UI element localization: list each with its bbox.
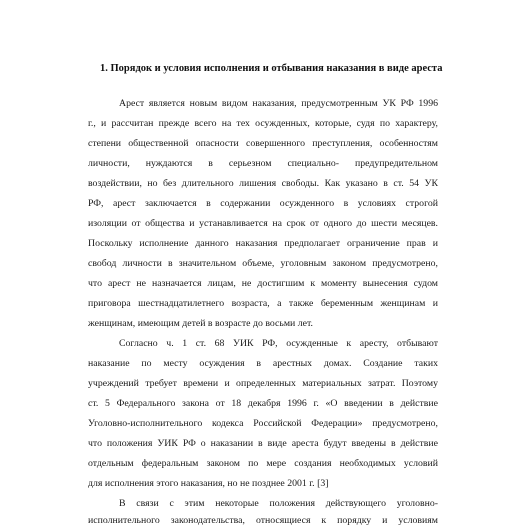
- text-line: что арест не назначается лицам, не достигшим к моменту вынесения судом: [88, 278, 438, 289]
- text-line: г., и рассчитан прежде всего на тех осужденных, которые, судя по характеру,: [88, 118, 438, 129]
- text-line: наказание по месту осуждения в арестных домах. Создание таких: [88, 358, 438, 369]
- text-line: свобод личности в значительном объеме, уголовным законом предусмотрено,: [88, 258, 438, 269]
- text-line: воздействии, но без длительного лишения свободы. Как указано в ст. 54 УК: [88, 178, 438, 189]
- text-line: исполнительного законодательства, относящиеся к порядку и условиям: [88, 515, 438, 526]
- text-line: Согласно ч. 1 ст. 68 УИК РФ, осужденные к аресту, отбывают: [119, 338, 438, 349]
- text-line: Поскольку исполнение данного наказания предполагает ограничение прав и: [88, 238, 438, 249]
- text-line: В связи с этим некоторые положения действующего уголовно-: [119, 498, 438, 509]
- text-line: что положения УИК РФ о наказании в виде ареста будут введены в действие: [88, 438, 438, 449]
- text-line: РФ, арест заключается в содержании осужденного в условиях строгой: [88, 198, 438, 209]
- text-line: для исполнения этого наказания, но не позднее 2001 г. [3]: [88, 478, 329, 489]
- text-line: личности, нуждаются в серьезном специально- предупредительном: [88, 158, 438, 169]
- text-line: ст. 5 Федерального закона от 18 декабря 1996 г. «О введении в действие: [88, 398, 438, 409]
- text-line: степени общественной опасности совершенного преступления, особенностям: [88, 138, 438, 149]
- text-line: Уголовно-исполнительного кодекса Российской Федерации» предусмотрено,: [88, 418, 438, 429]
- text-line: женщинам, имеющим детей в возрасте до восьми лет.: [88, 318, 313, 329]
- body-text: [88, 94, 438, 526]
- text-line: приговора шестнадцатилетнего возраста, а также беременным женщинам и: [88, 298, 438, 309]
- text-line: отдельным федеральным законом по мере создания необходимых условий: [88, 458, 438, 469]
- section-heading: 1. Порядок и условия исполнения и отбывания наказания в виде ареста: [100, 63, 443, 74]
- text-line: Арест является новым видом наказания, предусмотренным УК РФ 1996: [119, 98, 438, 109]
- text-line: учреждений требует времени и определенных материальных затрат. Поэтому: [88, 378, 438, 389]
- text-line: изоляции от общества и устанавливается на срок от одного до шести месяцев.: [88, 218, 438, 229]
